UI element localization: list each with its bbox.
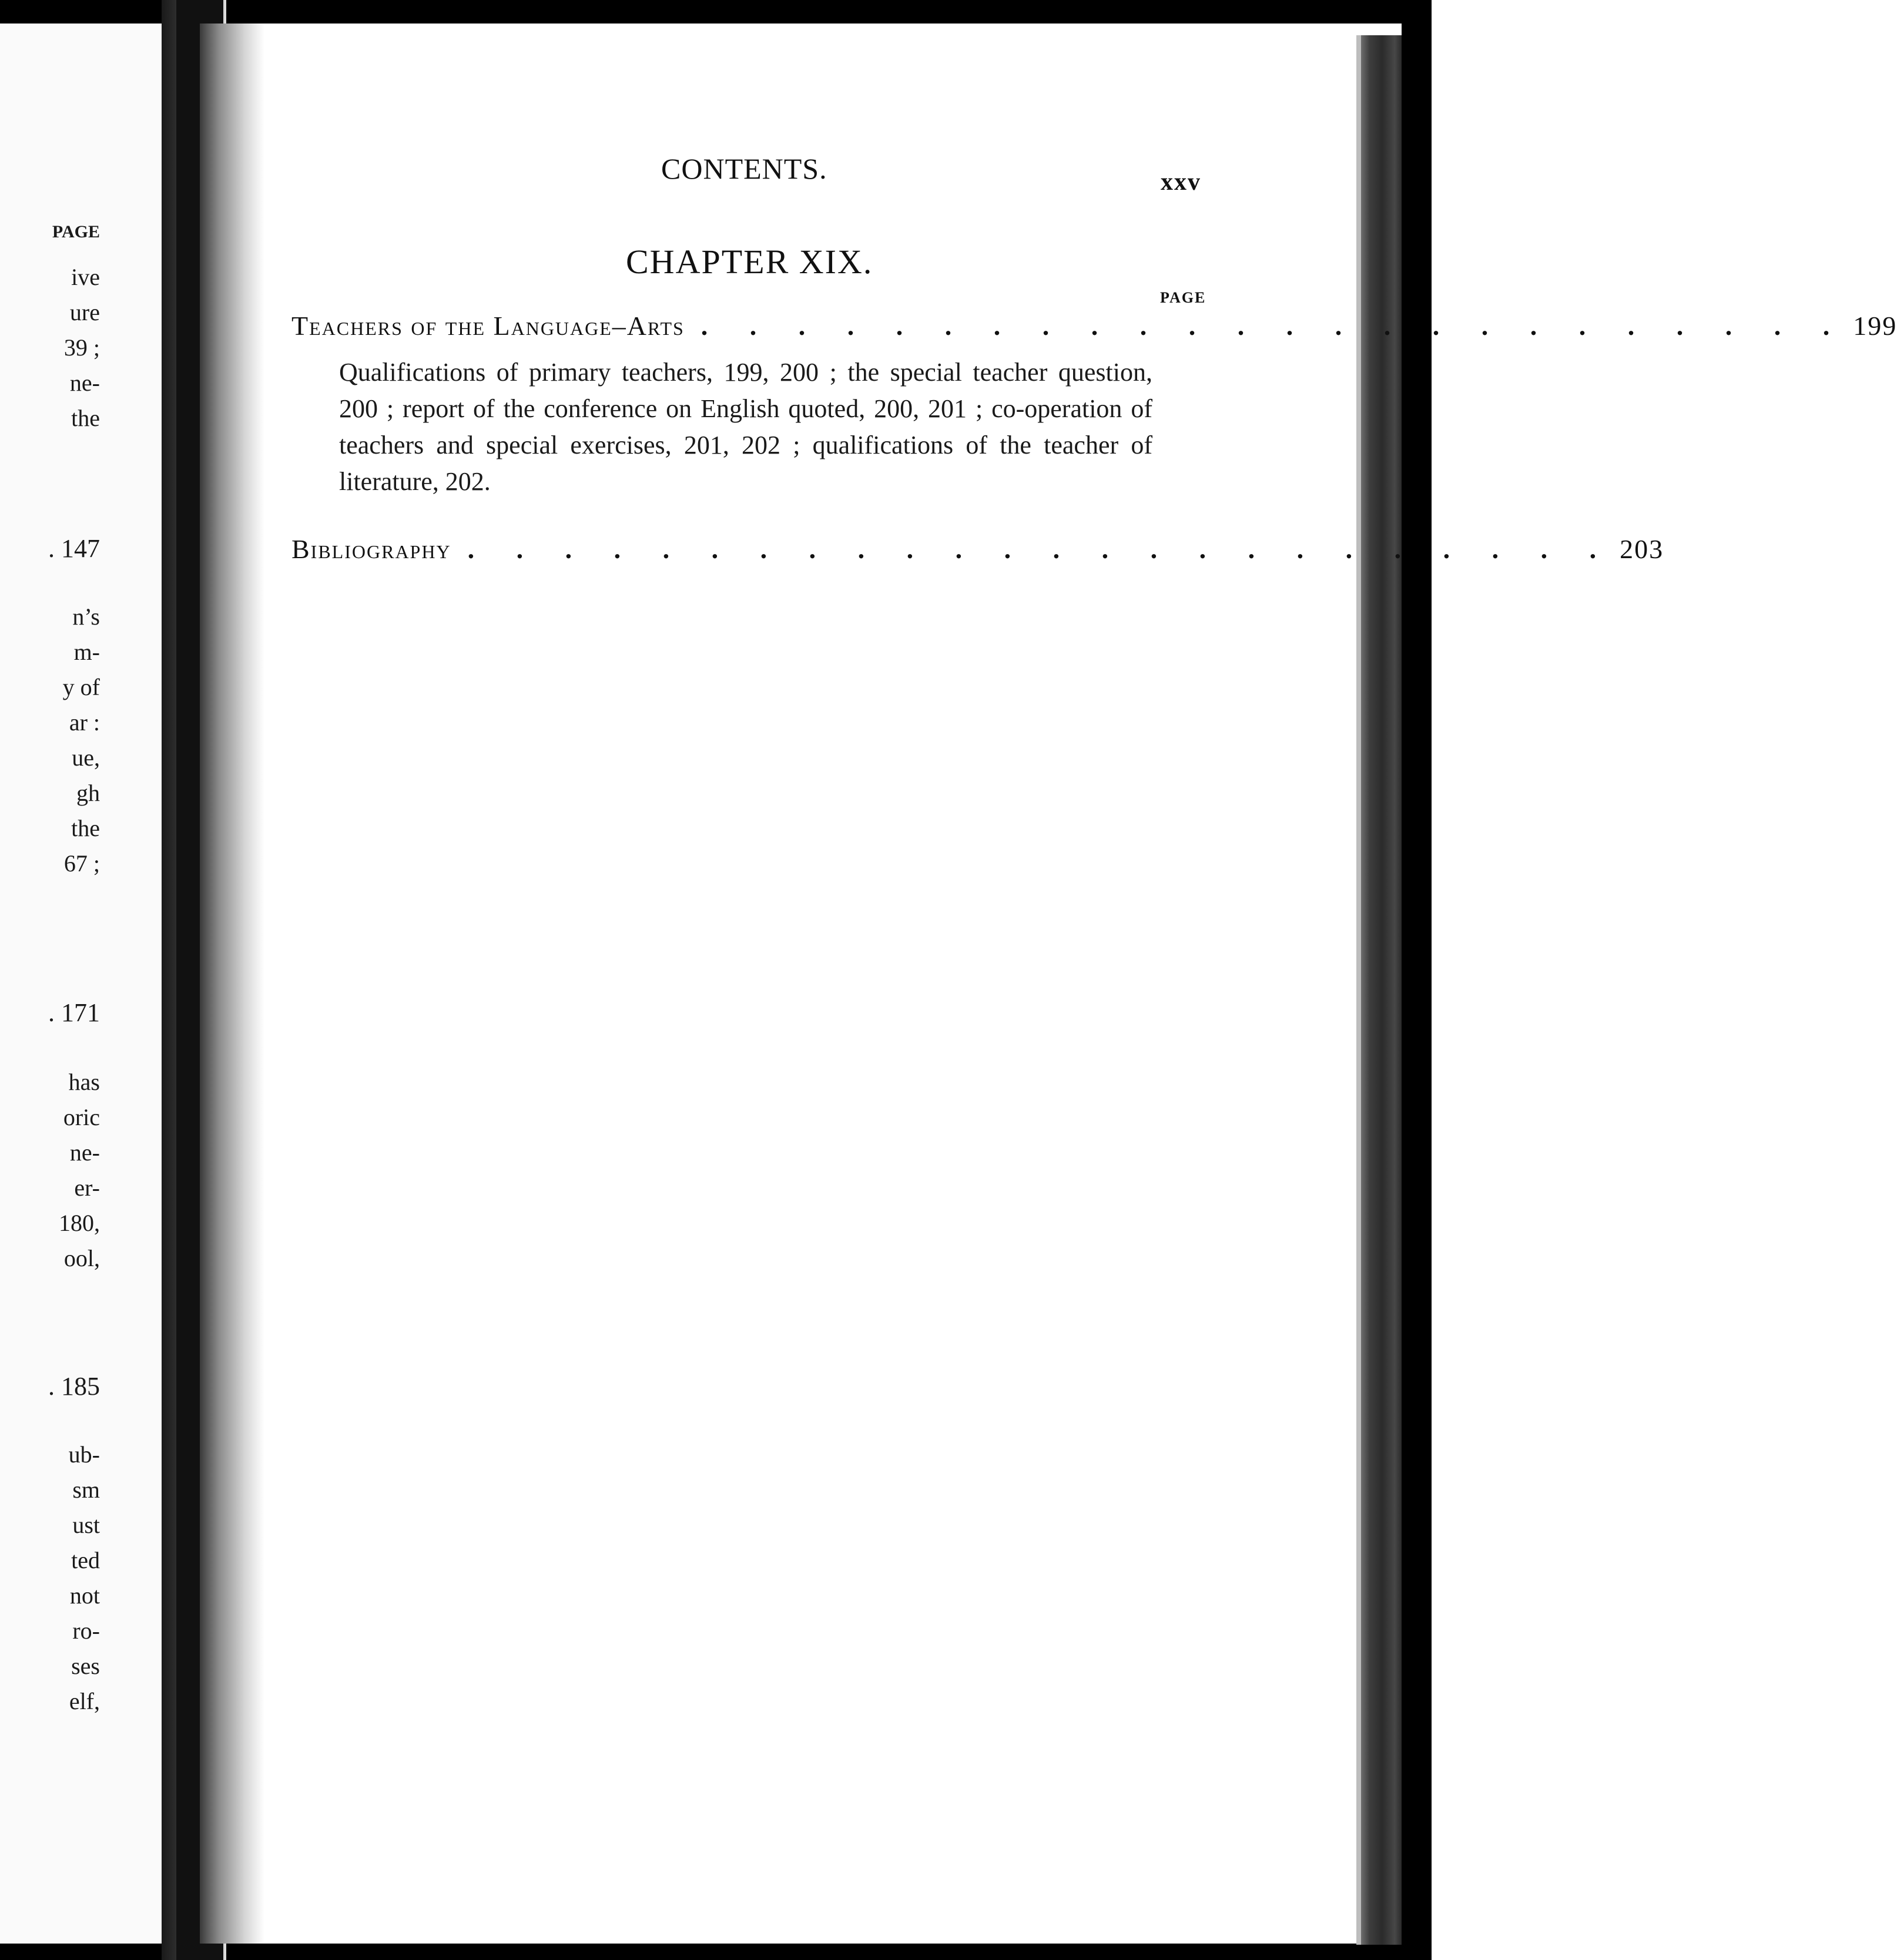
left-page-fragment: 67 ; [63, 850, 100, 877]
left-page-fragment: y of [62, 674, 100, 700]
left-page-fragment: elf, [69, 1688, 100, 1714]
left-page-fragment: 180, [59, 1210, 100, 1236]
left-page-fragment: oric [63, 1104, 100, 1130]
left-page-fragment: not [69, 1582, 100, 1609]
toc-entry [291, 533, 1664, 565]
left-page-fragment: ool, [63, 1245, 100, 1271]
left-page-fragment: m- [73, 639, 100, 665]
toc-entry-summary: Qualifications of primary teachers, 199, 200 ; the special teacher question, 200 ; report of the conference on English quoted, 200, 201 ; co-operation of teachers and special exercises, 201, 202 ; qualifications of the teacher of literature, 202. [339, 358, 1152, 496]
left-page-fragment: ar : [69, 709, 100, 736]
left-page-fragment: the [71, 405, 100, 431]
left-page-fragment: n’s [72, 603, 100, 630]
left-page-fragment: . 147 [48, 534, 100, 563]
left-page-fragment: 39 ; [63, 334, 100, 361]
left-page-fragment: sm [72, 1476, 100, 1503]
left-page-fragment: ro- [72, 1617, 100, 1644]
left-facing-page [0, 24, 162, 1944]
left-page-fragment: er- [74, 1174, 100, 1201]
chapter-heading: CHAPTER XIX. [626, 243, 873, 281]
left-page-fragment: ust [72, 1512, 100, 1538]
left-page-fragment: ne- [69, 1139, 100, 1166]
leader-dots: . . . . . . . . . . . . . . . . . . . . . . . . [701, 311, 1848, 341]
left-page-fragment: ive [71, 264, 100, 290]
left-page-fragment: ne- [69, 370, 100, 396]
toc-entry-title: Teachers of the Language–Arts [291, 311, 685, 341]
page-number: xxv [1161, 169, 1201, 196]
page-column-label: PAGE [1160, 289, 1206, 306]
left-page-fragment: the [71, 815, 100, 841]
left-page-fragment: ub- [68, 1441, 100, 1468]
left-page-fragment: ted [71, 1547, 100, 1573]
left-page-fragment: PAGE [52, 222, 100, 241]
toc-entry [291, 310, 1897, 341]
gutter-fade [200, 24, 264, 1944]
left-page-fragment: ses [71, 1653, 100, 1679]
left-page-fragment: ue, [72, 744, 100, 771]
toc-entry-title: Bibliography [291, 534, 451, 564]
scan-border-right [1402, 0, 1432, 1960]
toc-entry-page: 203 [1620, 534, 1664, 564]
leader-dots: . . . . . . . . . . . . . . . . . . . . . . . . [467, 534, 1614, 564]
left-page-fragment: . 185 [48, 1372, 100, 1401]
left-page-fragment: . 171 [48, 998, 100, 1027]
toc-entry-page: 199 [1853, 311, 1897, 341]
left-page-fragment: gh [76, 780, 100, 806]
running-title: CONTENTS. [661, 152, 827, 185]
left-page-fragment: has [68, 1069, 100, 1095]
left-page-fragment: ure [69, 299, 100, 325]
